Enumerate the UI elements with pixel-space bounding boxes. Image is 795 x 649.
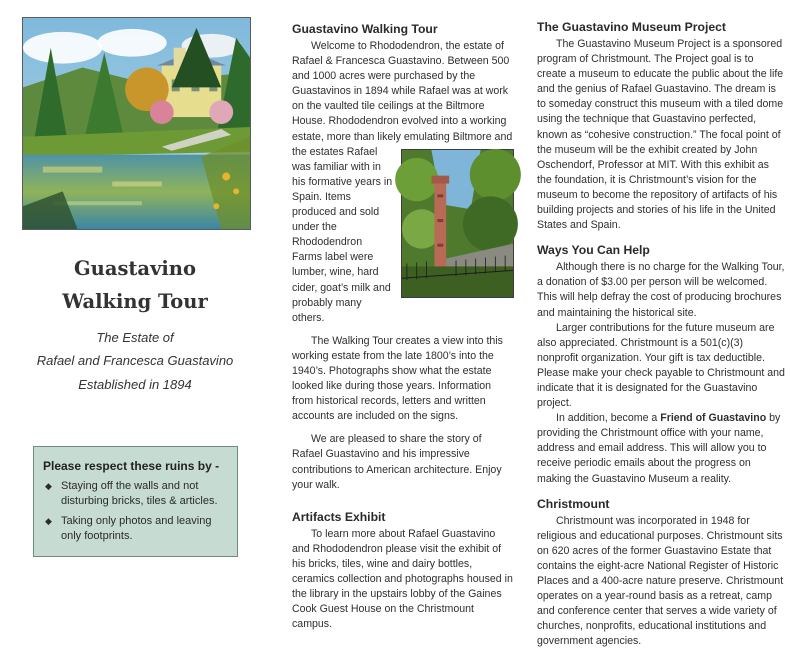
help-paragraph-1: Although there is no charge for the Walking Tour, a donation of $3.00 per person will be welcomed. This will help defray the cost of producing brochures and maintaining the historical site. xyxy=(537,261,785,319)
artifacts-section xyxy=(292,509,514,633)
respect-list-item xyxy=(43,479,229,509)
respect-list-item xyxy=(43,514,229,544)
walking-tour-section xyxy=(292,21,514,493)
artifacts-heading: Artifacts Exhibit xyxy=(292,509,386,524)
help-p3-before: In addition, become a xyxy=(556,412,661,425)
respect-item-text: Taking only photos and leaving only footprints. xyxy=(61,515,212,542)
walking-tour-paragraph-2: The Walking Tour creates a view into this working estate from the late 1800’s into the 1940’s. Photographs show what the estate looked like during those years. Information from historical records, letters and written accounts are included on the signs. xyxy=(292,334,503,423)
help-section xyxy=(537,242,785,486)
christmount-paragraph: Christmount was incorporated in 1948 for religious and educational purposes. Christmount sits on 620 acres of the former Guastavino Estate that contains the eight-acre National Register of Historic Places and a 400-acre nature preserve. Christmount operates on a year-round basis as a retreat, camp and conference center that serves a wide variety of churches, nonprofits, educational institutions and government agencies. xyxy=(537,514,784,648)
respect-ruins-box xyxy=(33,446,238,557)
help-p3-after: by providing the Christmount office with your name, address and email address. This will allow you to receive periodic emails about the progress on making the Guastavino Museum a reality. xyxy=(537,412,781,485)
walking-tour-heading: Guastavino Walking Tour xyxy=(292,22,438,36)
diamond-bullet-icon: ◆ xyxy=(45,516,52,526)
right-column xyxy=(537,19,785,649)
walking-tour-paragraph-1b: the estates Rafael was familiar with in his formative years in Spain. Items produced and sold under the Rhododendron Farms label were lumber, wine, hard cider, goat’s milk and probably many others. xyxy=(292,145,393,324)
christmount-heading: Christmount xyxy=(537,496,610,511)
christmount-section xyxy=(537,496,785,649)
cover-title-line2: Walking Tour xyxy=(62,290,208,313)
cover-title-line1: Guastavino xyxy=(73,257,196,280)
museum-heading: The Guastavino Museum Project xyxy=(537,20,726,34)
respect-list xyxy=(43,479,229,544)
help-paragraph-3 xyxy=(537,411,785,486)
diamond-bullet-icon: ◆ xyxy=(45,481,52,491)
museum-section xyxy=(537,19,785,233)
chimney-photo-illustration xyxy=(402,150,513,297)
cover-established: Established in 1894 xyxy=(78,377,192,392)
help-heading: Ways You Can Help xyxy=(537,243,650,258)
artifacts-paragraph: To learn more about Rafael Guastavino and Rhododendron please visit the exhibit of his bricks, tiles, wine and dairy bottles, ceramics collection and photographs housed in the library in the upstairs lobby of the Gaines Cook Guest House on the Christmount campus. xyxy=(292,527,513,631)
respect-item-text: Staying off the walls and not disturbing bricks, tiles & articles. xyxy=(61,480,218,507)
museum-paragraph: The Guastavino Museum Project is a sponsored program of Christmount. The Project goal is to create a museum to educate the public about the life and the genius of Rafael Guastavino. The dream is to someday construct this museum with a tiled dome using the technique that Guastavino perfected, known as “cohesive construction.” The focal point of the museum will be the exhibit created by John Oschendorf, Professor at MIT. With this exhibit as the foundation, it is Christmount’s vision for the museum to become the repository of artifacts of his building projects and stories of his life in the United States and Spain. xyxy=(537,38,784,232)
cover-subtitle-line2: Rafael and Francesca Guastavino xyxy=(36,353,234,368)
middle-column xyxy=(292,21,514,632)
cover-subtitle-line1: The Estate of xyxy=(96,330,174,345)
chimney-ruin-photo xyxy=(401,149,514,298)
friend-of-guastavino: Friend of Guastavino xyxy=(660,412,767,425)
estate-postcard-photo xyxy=(22,17,251,230)
cover-title xyxy=(0,252,270,318)
walking-tour-paragraph-3: We are pleased to share the story of Rafael Guastavino and his impressive contributions to American architecture. Enjoy your walk. xyxy=(292,433,502,491)
help-paragraph-2: Larger contributions for the future museum are also appreciated. Christmount is a 501(c)(3) nonprofit organization. Your gift is tax deductible. Please make your check payable to Christmount and indicate that it is designated for the Guastavino project. xyxy=(537,321,785,410)
walking-tour-paragraph-1a: Welcome to Rhododendron, the estate of Rafael & Francesca Guastavino. Between 500 and 1000 acres were purchased by the Guastavinos in 1894 while Rafael was at work on the vaulted tile ceilings at the Biltmore House. Rhododendron evolved into a working estate, more than likely emulating Biltmore and xyxy=(292,40,513,143)
respect-box-heading: Please respect these ruins by - xyxy=(43,459,220,473)
estate-photo-illustration xyxy=(23,18,250,229)
